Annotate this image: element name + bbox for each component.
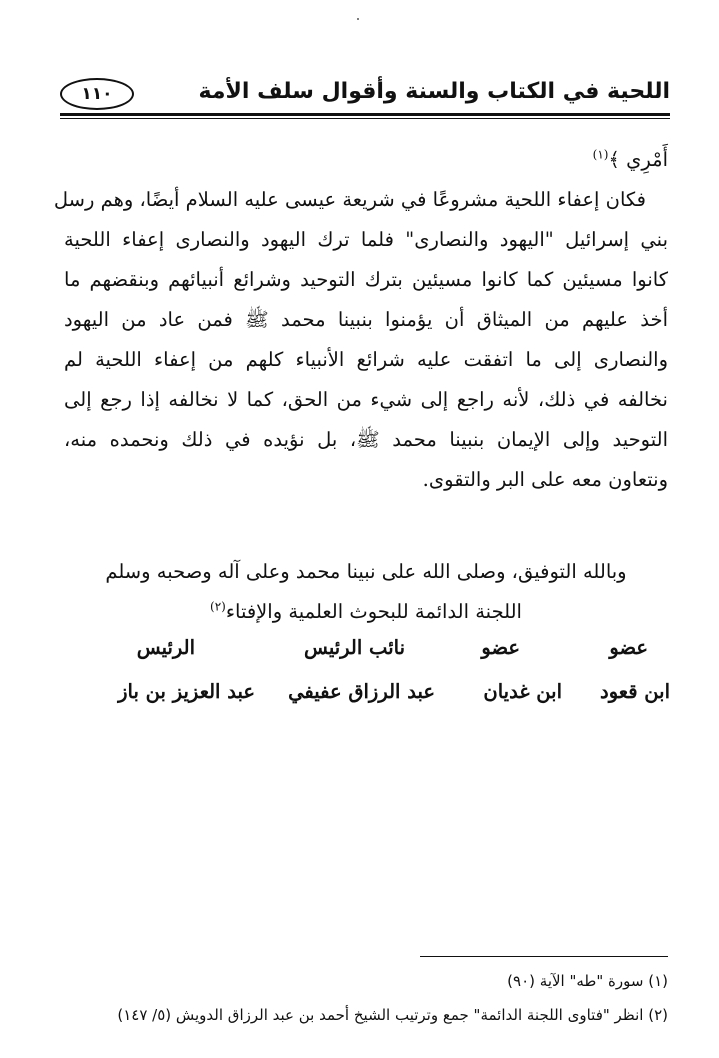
footnotes [64, 964, 668, 1032]
committee-name: اللجنة الدائمة للبحوث العلمية والإفتاء [225, 600, 522, 623]
body-line-9: ونتعاون معه على البر والتقوى. [422, 468, 668, 491]
body-line-4: كانوا مسيئين كما كانوا مسيئين بترك التوحيد وشرائع أنبيائهم وبنقضهم ما [64, 268, 668, 291]
member-title-1: عضو [609, 636, 648, 659]
member-title-2: عضو [481, 636, 520, 659]
member-name-3: عبد الرزاق عفيفي [288, 680, 435, 703]
page-header [60, 74, 670, 114]
member-title-3: نائب الرئيس [303, 636, 405, 659]
footnote-2: (٢) انظر "فتاوى اللجنة الدائمة" جمع وترتيب الشيخ أحمد بن عبد الرزاق الدويش (٥/ ١٤٧) [117, 1006, 668, 1024]
member-name-1: ابن قعود [600, 680, 670, 703]
running-title: اللحية في الكتاب والسنة وأقوال سلف الأمة [198, 79, 670, 104]
body-line-2: فكان إعفاء اللحية مشروعًا في شريعة عيسى عليه السلام أيضًا، وهم رسل [53, 188, 646, 211]
closing-block [64, 552, 668, 632]
body-text [53, 140, 668, 500]
header-rule-thin [60, 118, 670, 119]
page-number: ١١٠ [60, 78, 134, 110]
footnote-separator [420, 956, 668, 957]
committee-members [90, 636, 670, 724]
footnote-mark-2: (٢) [210, 599, 226, 614]
member-name-2: ابن غديان [483, 680, 562, 703]
scan-dot [357, 18, 359, 20]
member-titles-row [90, 636, 670, 680]
committee-name-line [64, 592, 668, 632]
body-line-6: والنصارى إلى ما اتفقت عليه شرائع الأنبياء كلهم من إعفاء اللحية لم [64, 348, 668, 371]
member-name-4: عبد العزيز بن باز [118, 680, 255, 703]
member-names-row [90, 680, 670, 724]
header-rule-thick [60, 113, 670, 116]
body-line-7: نخالفه في ذلك، لأنه راجع إلى شيء من الحق، كما لا نخالفه إذا رجع إلى [64, 388, 668, 411]
body-line-5: أخذ عليهم من الميثاق أن يؤمنوا بنبينا محمد ﷺ فمن عاد من اليهود [64, 308, 668, 331]
body-line-3: بني إسرائيل "اليهود والنصارى" فلما ترك اليهود والنصارى إعفاء اللحية [64, 228, 668, 251]
quran-ending: أَمْرِي ﴾ [608, 148, 668, 171]
footnote-1: (١) سورة "طه" الآية (٩٠) [507, 972, 668, 990]
body-line-1 [64, 140, 668, 180]
footnote-mark-1: (١) [592, 147, 609, 162]
closing-prayer: وبالله التوفيق، وصلى الله على نبينا محمد وعلى آله وصحبه وسلم [105, 560, 627, 583]
member-title-4: الرئيس [136, 636, 195, 659]
body-line-8: التوحيد وإلى الإيمان بنبينا محمد ﷺ، بل نؤيده في ذلك ونحمده منه، [64, 428, 668, 451]
